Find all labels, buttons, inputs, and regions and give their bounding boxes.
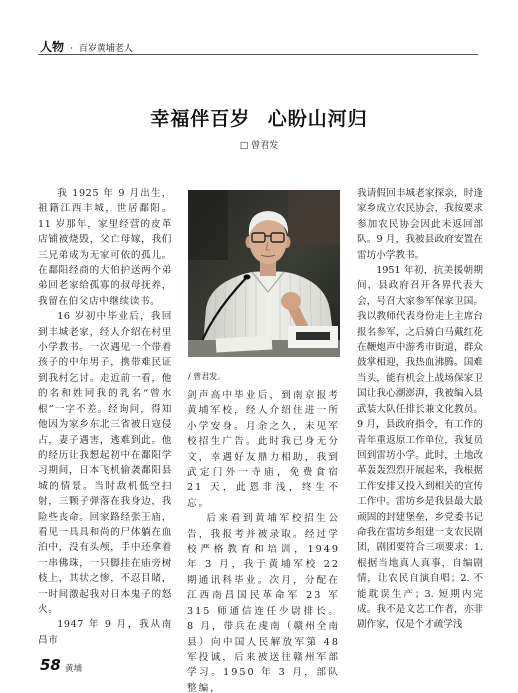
text-column-right (357, 186, 483, 633)
raised-hand (281, 292, 301, 310)
author-name: 曾君发 (251, 141, 279, 151)
header-separator: · (70, 44, 73, 54)
paragraph: 剑声高中毕业后，到南京报考黄埔军校，经人介绍住进一所小学安身。月余之久，未见军校招生广告。此时我已身无分文，幸遇好友鼎力相助，我到武定门外一寺庙，免费食宿 21 天，此恩非浅，终生不忘。 (187, 390, 340, 509)
section-label: 人物 (40, 40, 65, 54)
paragraph: 我 1925 年 9 月出生，祖籍江西丰城，世居鄱阳。11 岁那年，家里经营的皮革店铺被烧毁，父亡母嫁，我们三兄弟成为无家可依的孤儿。在鄱阳经商的大伯护送两个弟弟回老家给孤寡的叔母抚养，我留在伯父店中继续读书。 (38, 188, 172, 307)
text-column-middle (187, 388, 340, 693)
photo-caption: / 曾君发。 (188, 372, 226, 381)
paragraph: 后来看到黄埔军校招生公告，我报考并被录取。经过学校严格教育和培训，1949 年 3 月，我于黄埔军校 22 期通讯科毕业。次月，分配在江西南昌国民革命军 23 军 315 师通信连任少尉排长。8 月，带兵在虔南（赣州全南县）向中国人民解放军第 48 军投诚，后来被送往赣州军部学习。1950 年 3 月，部队整编， (187, 513, 340, 693)
magazine-name: 黄埔 (65, 664, 83, 674)
portrait-photo (188, 190, 340, 357)
paragraph: 1951 年初，抗美援朝期间，县政府召开各界代表大会，号召大家参军保家卫国。我以教师代表身份走上主席台报名参军，之后骑白马戴红花在鞭炮声中游秀市街道，群众鼓掌相迎，我热血沸腾。国难当头，能有机会上战场保家卫国让我心潮澎湃，我被编入县武装大队任排长兼文化教员。9 月，县政府指令，有工作的青年重返原工作单位，我复员回到雷坊小学。此时，土地改革轰轰烈烈开展起来，我根据工作安排又投入到相关的宣传工作中。雷坊乡是我县最大最顽固的封建堡垒，乡党委书记命我在雷坊乡组建一支农民剧团，剧团要符合三项要求：1. 根据当地真人真事，自编剧情，让农民自演自唱；2. 不能耽误生产；3. 短期内完成。我不是文艺工作者，亦非剧作家，仅是个才疏学浅 (357, 265, 483, 631)
section-header (40, 36, 133, 55)
name-plate (288, 326, 338, 348)
article-title: 幸福伴百岁 心盼山河归 (150, 108, 368, 130)
papers (216, 336, 273, 353)
column-name: 百岁黄埔老人 (78, 44, 133, 54)
byline-mark: □ (239, 141, 249, 151)
text-column-left (38, 186, 172, 648)
page-number: 58 (40, 656, 61, 674)
paragraph: 1947 年 9 月，我从南昌市 (38, 619, 172, 646)
byline (0, 138, 518, 151)
paragraph: 16 岁初中毕业后，我回到丰城老家，经人介绍在村里小学教书。一次遇见一个带着孩子的中年男子，携带难民证到我村乞讨。走近前一看，他的名和姓同我的乳名“曾水根”一字不差。经询问，得知他因为家乡东北三省被日寇侵占，妻子遇害，逃难到此。他的经历让我想起初中在鄱阳学习期间，日本飞机偷袭鄱阳县城的情景。当时敌机低空扫射，三颗子弹落在我身边，我险些丧命。回家路经张王庙，看见一具具和尚的尸体躺在血泊中，没有头颅，手中还拿着一串佛珠，一只脚挂在庙旁树枝上，其状之惨，不忍目睹，一时间激起我对日本鬼子的怒火。 (38, 311, 172, 615)
paragraph: 我请假回丰城老家探亲，时逢家乡成立农民协会，我按要求参加农民协会因此未返回部队。9 月，我被县政府安置在雷坊小学教书。 (357, 188, 483, 261)
header-divider (38, 54, 478, 55)
